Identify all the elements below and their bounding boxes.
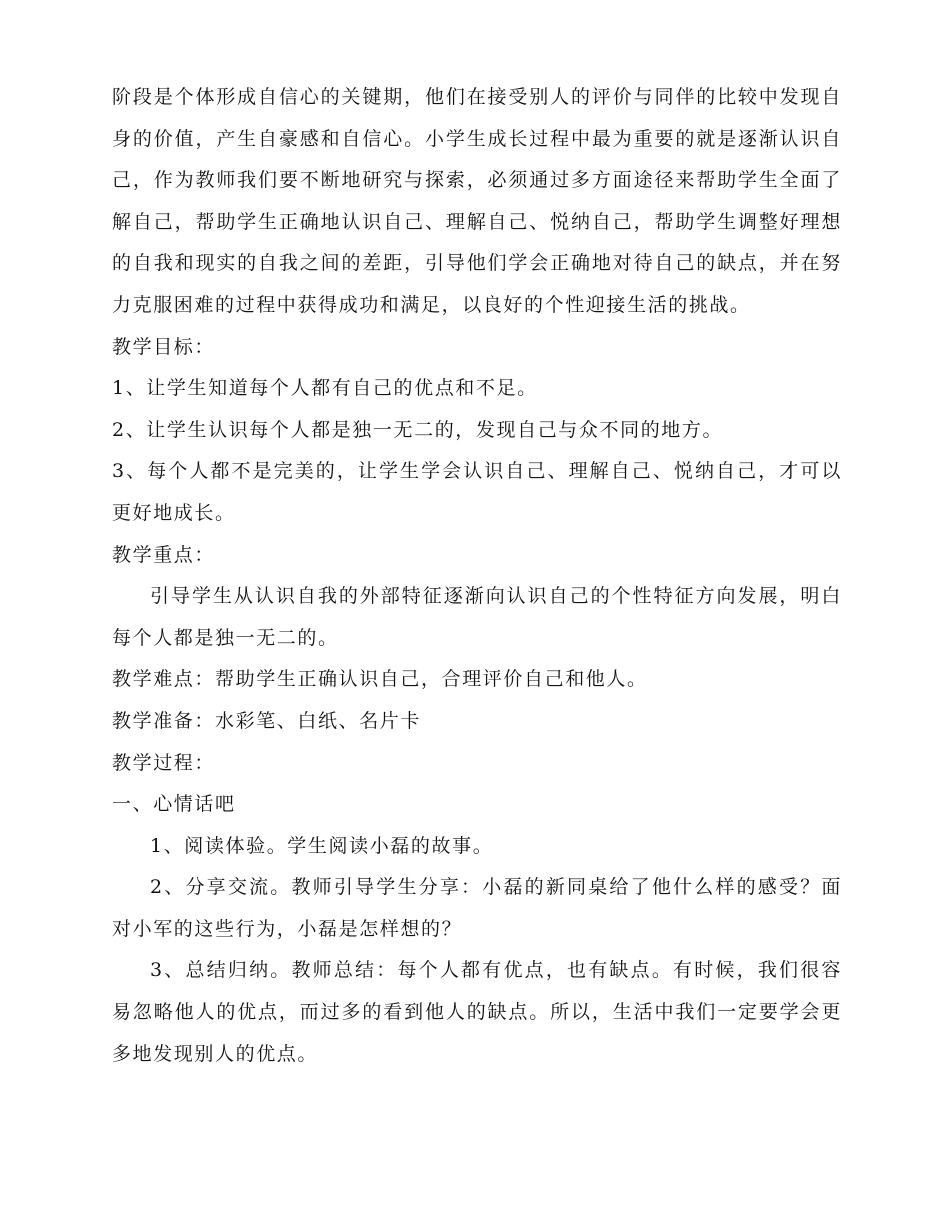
intro-paragraph: 阶段是个体形成自信心的关键期，他们在接受别人的评价与同伴的比较中发现自身的价值，产生自豪感和自信心。小学生成长过程中最为重要的就是逐渐认识自己，作为教师我们要不断地研究与探索，必须通过多方面途径来帮助学生全面了解自己，帮助学生正确地认识自己、理解自己、悦纳自己，帮助学生调整好理想的自我和现实的自我之间的差距，引导他们学会正确地对待自己的缺点，并在努力克服困难的过程中获得成功和满足，以良好的个性迎接生活的挑战。: [112, 86, 842, 316]
process-heading: 教学过程：: [112, 751, 216, 774]
preparation-line: 教学准备：水彩笔、白纸、名片卡: [112, 709, 422, 732]
key-point-heading: 教学重点：: [112, 543, 216, 566]
document-body: [112, 77, 842, 1075]
step-item-2: 2、分享交流。教师引导学生分享：小磊的新同桌给了他什么样的感受？面对小军的这些行为，小磊是怎样想的？: [112, 876, 842, 940]
goal-item-1: 1、让学生知道每个人都有自己的优点和不足。: [112, 377, 538, 400]
goal-item-2: 2、让学生认识每个人都是独一无二的，发现自己与众不同的地方。: [112, 418, 724, 441]
difficulty-line: 教学难点：帮助学生正确认识自己，合理评价自己和他人。: [112, 668, 648, 691]
section-one-title: 一、心情话吧: [112, 793, 236, 816]
key-point-text: 引导学生从认识自我的外部特征逐渐向认识自己的个性特征方向发展，明白每个人都是独一无二的。: [112, 585, 842, 649]
step-item-1: 1、阅读体验。学生阅读小磊的故事。: [150, 834, 494, 857]
goal-item-3: 3、每个人都不是完美的，让学生学会认识自己、理解自己、悦纳自己，才可以更好地成长。: [112, 460, 842, 524]
step-item-3: 3、总结归纳。教师总结：每个人都有优点，也有缺点。有时候，我们很容易忽略他人的优点，而过多的看到他人的缺点。所以，生活中我们一定要学会更多地发现别人的优点。: [112, 959, 842, 1065]
goals-heading: 教学目标：: [112, 335, 216, 358]
